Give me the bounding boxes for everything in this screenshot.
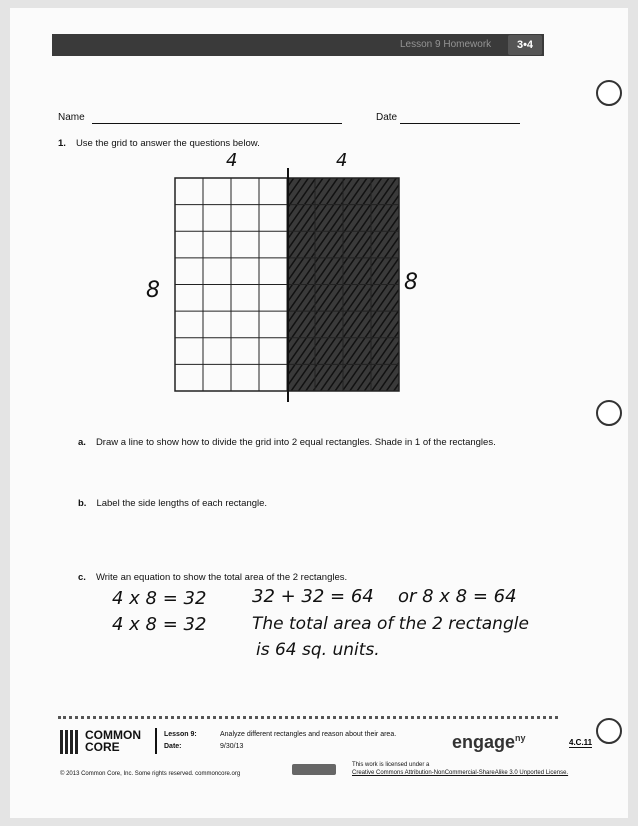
engageny-logo: engage$^{ny}$ xyxy=(452,732,526,752)
question-prompt: Use the grid to answer the questions below. xyxy=(75,138,260,149)
hand-equation-3: or 8 x 8 = 64 xyxy=(398,586,517,607)
page-code: 4.C.11 xyxy=(569,738,593,747)
footer-date-value: 9/30/13 xyxy=(220,743,244,750)
name-label: Name xyxy=(58,112,85,123)
footer-date-label: Date: xyxy=(164,743,182,750)
hand-label-left: 8 xyxy=(146,278,160,303)
hand-equation-2: 32 + 32 = 64 xyxy=(252,586,374,607)
common-core-mark-icon xyxy=(60,730,80,754)
part-a xyxy=(78,437,496,448)
creative-commons-badge-icon xyxy=(292,764,336,775)
question-number: 1. xyxy=(58,138,66,149)
hand-sentence-2: is 64 sq. units. xyxy=(256,640,380,660)
common-core-wordmark: COMMON CORE xyxy=(85,728,141,754)
hand-label-top-right: 4 xyxy=(336,150,348,171)
common-core-logo xyxy=(60,728,150,756)
banner-module-tag: 3•4 xyxy=(508,35,542,55)
part-b-text: Label the side lengths of each rectangle. xyxy=(96,498,268,509)
footer-lesson-label: Lesson 9: xyxy=(164,731,197,738)
part-a-letter: a. xyxy=(78,437,86,448)
footer-divider xyxy=(155,728,157,754)
hand-sentence-1: The total area of the 2 rectangle xyxy=(252,614,529,634)
footer-lesson-description: Analyze different rectangles and reason about their area. xyxy=(220,731,397,738)
date-label: Date xyxy=(376,112,398,123)
part-b-letter: b. xyxy=(78,498,87,509)
part-b xyxy=(78,498,267,509)
hand-label-right: 8 xyxy=(404,270,418,295)
hand-label-top-left: 4 xyxy=(226,150,238,171)
part-c-text: Write an equation to show the total area of the 2 rectangles. xyxy=(95,572,348,583)
hand-equation-4: 4 x 8 = 32 xyxy=(112,614,207,635)
part-c-letter: c. xyxy=(78,572,86,583)
footer-license-line-1: This work is licensed under a xyxy=(352,762,430,768)
banner-lesson-title: Lesson 9 Homework xyxy=(400,39,492,50)
footer-copyright: © 2013 Common Core, Inc. Some rights reserved. commoncore.org xyxy=(60,771,241,777)
part-c xyxy=(78,572,347,583)
footer-rule xyxy=(58,716,558,719)
part-a-text: Draw a line to show how to divide the grid into 2 equal rectangles. Shade in 1 of the rectangles. xyxy=(95,437,496,448)
footer-license-link[interactable]: Creative Commons Attribution-NonCommercial-ShareAlike 3.0 Unported License. xyxy=(352,770,569,776)
hand-equation-1: 4 x 8 = 32 xyxy=(112,588,207,609)
